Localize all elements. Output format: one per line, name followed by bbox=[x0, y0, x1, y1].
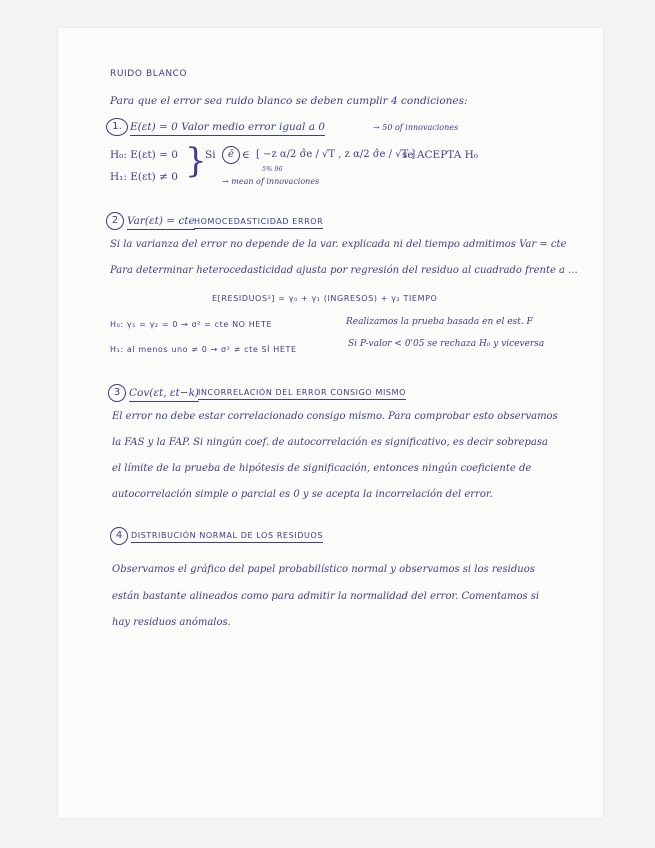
condition-3-line-4: autocorrelación simple o parcial es 0 y se acepta la incorrelación del error. bbox=[112, 489, 493, 500]
condition-1-mean-note: → mean of innovaciones bbox=[222, 177, 320, 186]
condition-2-h1: H₁: al menos uno ≠ 0 → σ² ≠ cte SÍ HETE bbox=[110, 345, 297, 354]
condition-3-heading-prefix: Cov(εt, εt−k) bbox=[129, 388, 199, 402]
condition-4-line-2: están bastante alineados como para admitir la normalidad del error. Comentamos si bbox=[112, 591, 540, 602]
condition-2-line-1: Si la varianza del error no depende de la var. explicada ni del tiempo admitimos Var = cte bbox=[110, 239, 567, 250]
condition-3-line-1: El error no debe estar correlacionado consigo mismo. Para comprobar esto observamos bbox=[112, 411, 558, 422]
condition-1-h1: H₁: E(εt) ≠ 0 bbox=[110, 171, 178, 183]
intro-text: Para que el error sea ruido blanco se deben cumplir 4 condiciones: bbox=[110, 95, 468, 107]
belongs-symbol: ∈ bbox=[242, 149, 250, 161]
condition-2-heading-prefix: Var(εt) = cte bbox=[127, 216, 195, 230]
confidence-interval: [ −z α/2 σ̂e / √T , z α/2 σ̂e / √T ] bbox=[256, 149, 416, 160]
condition-3-line-2: la FAS y la FAP. Si ningún coef. de autocorrelación es significativo, es decir sobrepasa bbox=[112, 437, 548, 448]
condition-2-number: 2 bbox=[106, 212, 124, 230]
hypothesis-brace: } bbox=[185, 141, 207, 181]
condition-1-number: 1. bbox=[106, 118, 128, 136]
condition-3-line-3: el límite de la prueba de hipótesis de significación, entonces ningún coeficiente de bbox=[112, 463, 532, 474]
condition-4-number: 4 bbox=[110, 527, 128, 545]
significance-note: 5% 96 bbox=[262, 165, 283, 173]
regression-formula: E[RESIDUOS²] = γ₀ + γ₁ (INGRESOS) + γ₂ TIEMPO bbox=[212, 294, 438, 303]
condition-3-heading: INCORRELACIÓN DEL ERROR CONSIGO MISMO bbox=[198, 389, 406, 400]
condition-2-h0: H₀: γ₁ = γ₂ = 0 → σ² = cte NO HETE bbox=[110, 320, 273, 329]
condition-1-si: Si bbox=[205, 149, 216, 161]
condition-3-number: 3 bbox=[108, 384, 126, 402]
condition-4-line-3: hay residuos anómalos. bbox=[112, 617, 231, 628]
condition-2-test-note: Realizamos la prueba basada en el est. F bbox=[346, 317, 533, 327]
condition-1-accept: se ACEPTA H₀ bbox=[402, 149, 479, 161]
condition-2-pvalue-note: Si P-valor < 0'05 se rechaza H₀ y viceversa bbox=[348, 339, 545, 349]
condition-1-h0: H₀: E(εt) = 0 bbox=[110, 149, 178, 161]
condition-4-heading: DISTRIBUCIÓN NORMAL DE LOS RESIDUOS bbox=[131, 532, 323, 543]
paper-sheet bbox=[58, 28, 603, 818]
condition-1-mean-symbol: ē bbox=[222, 146, 240, 164]
condition-1-heading: E(εt) = 0 Valor medio error igual a 0 bbox=[130, 122, 325, 136]
condition-4-line-1: Observamos el gráfico del papel probabilístico normal y observamos si los residuos bbox=[112, 564, 535, 575]
condition-2-heading: HOMOCEDASTICIDAD ERROR bbox=[194, 218, 323, 229]
page-title: RUIDO BLANCO bbox=[110, 69, 188, 79]
condition-1-n-note: → 50 of innovaciones bbox=[373, 123, 459, 132]
condition-2-line-2: Para determinar heterocedasticidad ajusta por regresión del residuo al cuadrado frente a ... bbox=[110, 265, 578, 276]
